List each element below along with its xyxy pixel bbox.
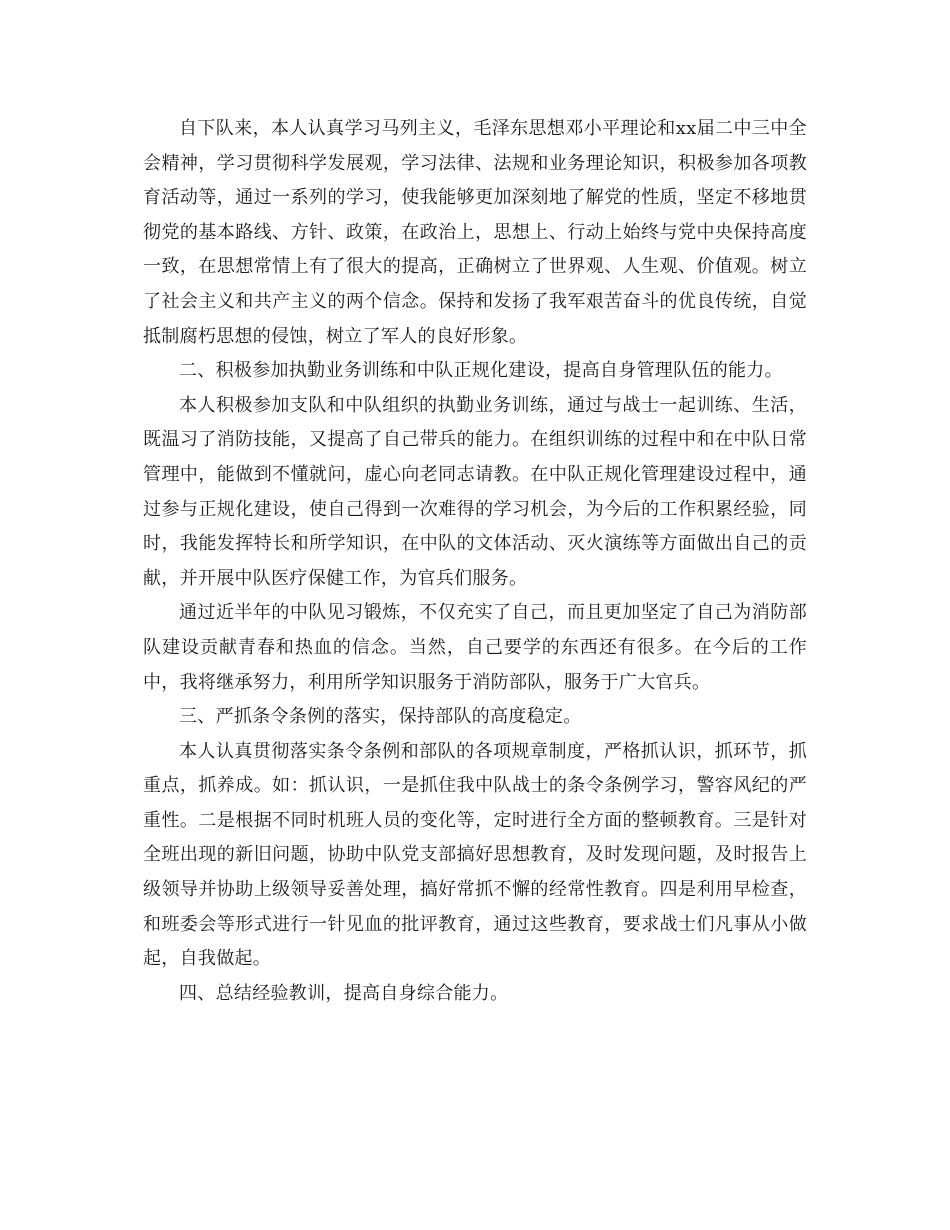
heading-section-four: 四、总结经验教训，提高自身综合能力。 (179, 982, 509, 1004)
document-body (143, 112, 807, 1011)
paragraph-study: 自下队来，本人认真学习马列主义，毛泽东思想邓小平理论和xx届二中三中全会精神，学习贯彻科学发展观，学习法律、法规和业务理论知识，积极参加各项教育活动等，通过一系列的学习，使我能够更加深刻地了解党的性质，坚定不移地贯彻党的基本路线、方针、政策，在政治上，思想上、行动上始终与党中央保持高度一致，在思想常情上有了很大的提高，正确树立了世界观、人生观、价值观。树立了社会主义和共产主义的两个信念。保持和发扬了我军艰苦奋斗的优良传统，自觉抵制腐朽思想的侵蚀，树立了军人的良好形象。 (143, 118, 807, 347)
heading-section-two: 二、积极参加执勤业务训练和中队正规化建设，提高自身管理队伍的能力。 (179, 360, 783, 382)
paragraph-training: 本人积极参加支队和中队组织的执勤业务训练，通过与战士一起训练、生活，既温习了消防技能，又提高了自己带兵的能力。在组织训练的过程中和在中队日常管理中，能做到不懂就问，虚心向老同志请教。在中队正规化管理建设过程中，通过参与正规化建设，使自己得到一次难得的学习机会，为今后的工作积累经验，同时，我能发挥特长和所学知识，在中队的文体活动、灭火演练等方面做出自己的贡献，并开展中队医疗保健工作，为官兵们服务。 (143, 394, 807, 589)
heading-section-three: 三、严抓条令条例的落实，保持部队的高度稳定。 (179, 706, 582, 728)
paragraph-internship: 通过近半年的中队见习锻炼，不仅充实了自己，而且更加坚定了自己为消防部队建设贡献青春和热血的信念。当然，自己要学的东西还有很多。在今后的工作中，我将继承努力，利用所学知识服务于消防部队，服务于广大官兵。 (143, 602, 807, 693)
paragraph-regulations: 本人认真贯彻落实条令条例和部队的各项规章制度，严格抓认识，抓环节，抓重点，抓养成。如：抓认识，一是抓住我中队战士的条令条例学习，警容风纪的严重性。二是根据不同时机班人员的变化等，定时进行全方面的整顿教育。三是针对全班出现的新旧问题，协助中队党支部搞好思想教育，及时发现问题，及时报告上级领导并协助上级领导妥善处理，搞好常抓不懈的经常性教育。四是利用早检查，和班委会等形式进行一针见血的批评教育，通过这些教育，要求战士们凡事从小做起，自我做起。 (143, 740, 807, 970)
